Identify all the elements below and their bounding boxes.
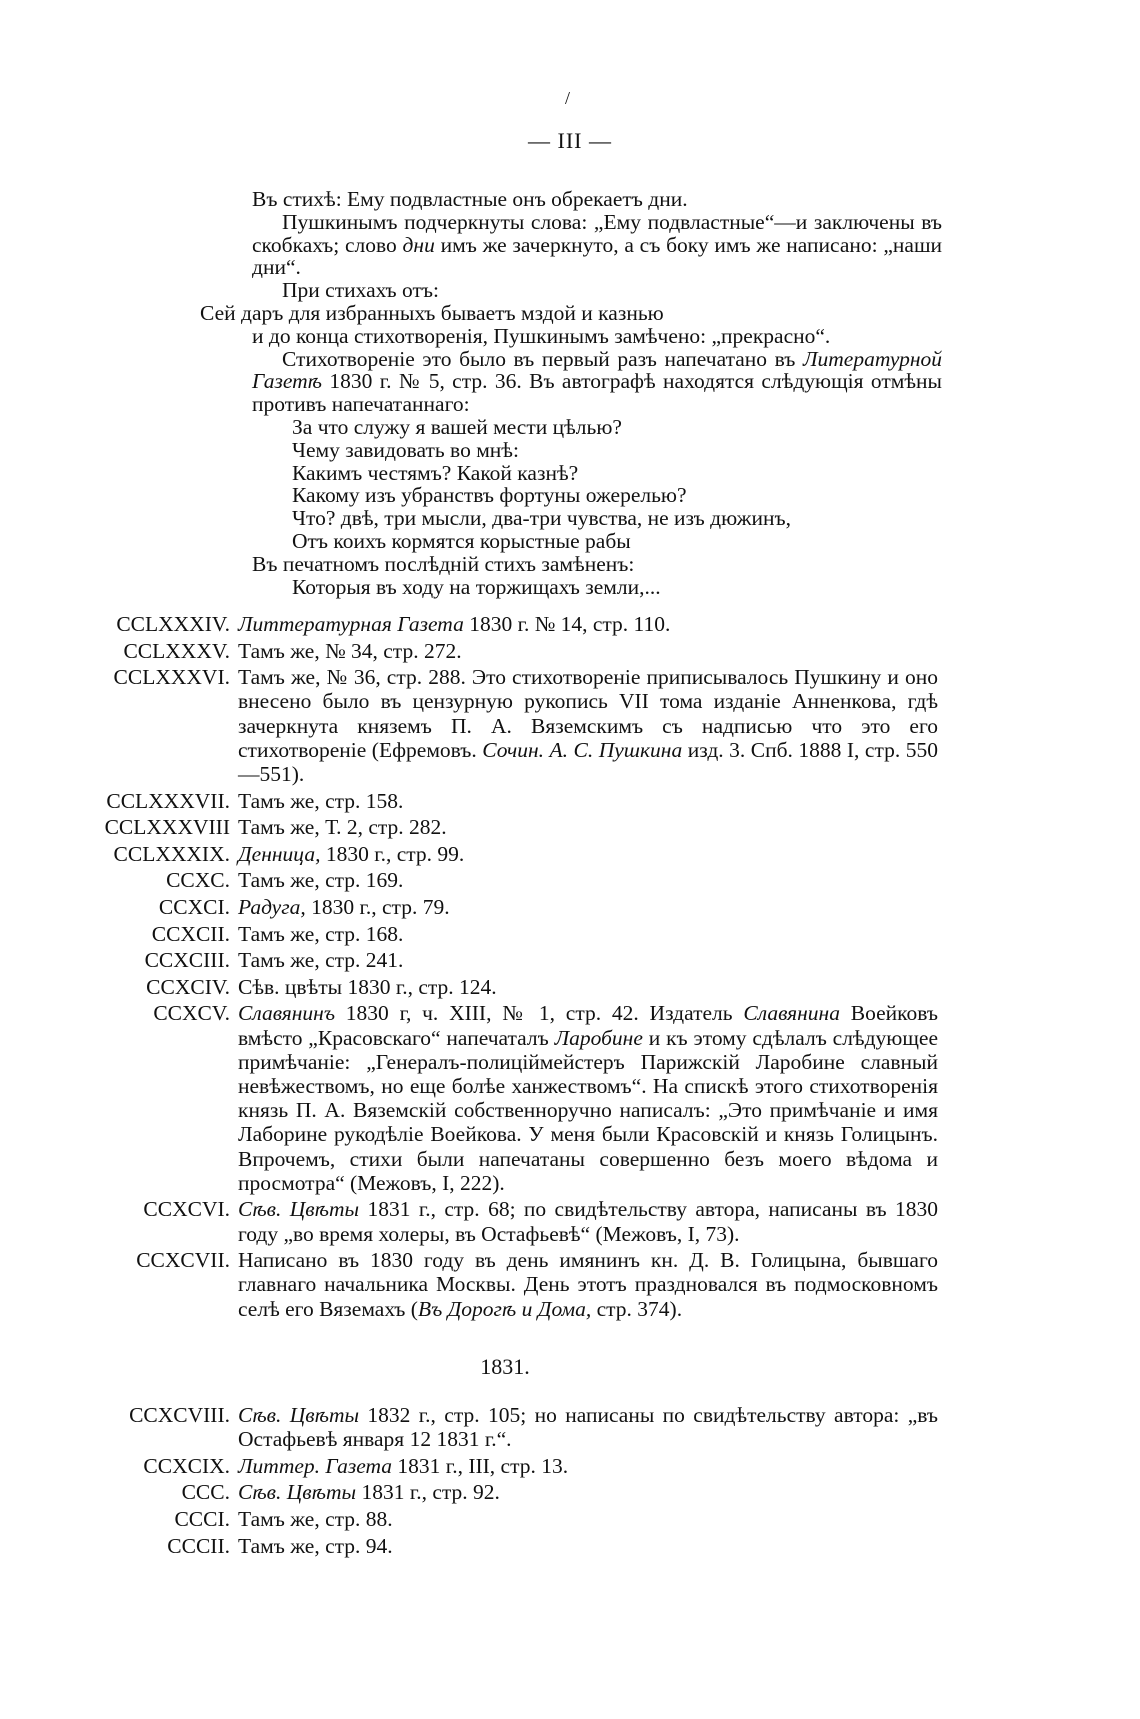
- entry: [30, 639, 950, 663]
- entry-number: CCLXXXIV.: [116, 612, 230, 636]
- entry: [30, 665, 950, 786]
- entries-block: [30, 612, 950, 1560]
- entry-text: Тамъ же, стр. 94.: [238, 1533, 393, 1558]
- entry-text: Тамъ же, стр. 158.: [238, 788, 404, 813]
- entry-number: CCCII.: [167, 1533, 230, 1558]
- entry-number: CCXCVI.: [143, 1197, 230, 1222]
- notes-block: [200, 187, 942, 599]
- page-number: — III —: [528, 128, 612, 153]
- entry-number: CCXCII.: [151, 921, 230, 946]
- verse-line: Отъ коихъ кормятся корыстные рабы: [292, 528, 631, 553]
- entry: [30, 815, 950, 839]
- verse-line: Какому изъ убранствъ фортуны ожерелью?: [292, 483, 687, 508]
- entry-text: Сѣв. Цвѣты 1831 г., стр. 92.: [238, 1480, 500, 1505]
- entry-text: Тамъ же, стр. 168.: [238, 921, 404, 946]
- entry-number: CCLXXXVI.: [113, 665, 230, 690]
- entry-number: CCCI.: [174, 1506, 230, 1531]
- verse-line: Какимъ честямъ? Какой казнѣ?: [292, 460, 579, 485]
- verse-line: Которыя въ ходу на торжищахъ земли,...: [292, 574, 661, 599]
- entry: [30, 895, 950, 919]
- entry: [30, 612, 950, 636]
- entry: [30, 789, 950, 813]
- entry-number: CCXC.: [166, 868, 230, 893]
- entry: [30, 1534, 950, 1558]
- entry-text: Тамъ же, № 36, стр. 288. Это стихотвореніе приписывалось Пушкину и оно внесено было въ цензурную рукопись VII тома изданіе Анненкова, гдѣ зачеркнута княземъ П. А. Вяземскимъ съ надписью что это его стихотвореніе (Ефремовъ. Сочин. А. С. Пушкина изд. 3. Спб. 1888 I, стр. 550—551).: [238, 665, 938, 786]
- entry-number: CCC.: [181, 1480, 230, 1505]
- entry-number: CCXCIX.: [143, 1453, 230, 1478]
- stray-mark: /: [565, 88, 571, 108]
- entry-text: Сѣв. цвѣты 1830 г., стр. 124.: [238, 974, 497, 999]
- entry: [30, 842, 950, 866]
- entry-text: Тамъ же, Т. 2, стр. 282.: [238, 815, 447, 840]
- entry: [30, 922, 950, 946]
- year-heading: 1831.: [480, 1353, 530, 1379]
- entry-number: CCLXXXV.: [123, 638, 230, 663]
- verse-line: За что служу я вашей мести цѣлью?: [292, 414, 622, 439]
- entry-number: CCXCI.: [158, 894, 230, 919]
- verse-line: Что? двѣ, три мысли, два-три чувства, не изъ дюжинъ,: [292, 506, 791, 531]
- entry-number: CCXCIV.: [146, 974, 230, 999]
- entry: [30, 948, 950, 972]
- entry-text: Денница, 1830 г., стр. 99.: [238, 841, 465, 866]
- entry-text: Литтературная Газета 1830 г. № 14, стр. 110.: [238, 612, 671, 636]
- entry-number: CCLXXXVIII: [104, 815, 230, 840]
- quoted-verse: Сей даръ для избранныхъ бываетъ мздой и казнью: [200, 300, 664, 325]
- entry-number: CCXCIII.: [144, 948, 230, 973]
- entry-text: Тамъ же, стр. 241.: [238, 948, 404, 973]
- entry: [30, 1001, 950, 1195]
- note-paragraph: Пушкинымъ подчеркнуты слова: „Ему подвластные“—и заключены въ скобкахъ; слово дни имъ же зачеркнуто, а съ боку имъ же написано: „наши дни“.: [252, 209, 942, 280]
- entry-number: CCXCV.: [153, 1001, 230, 1026]
- verse-line: Чему завидовать во мнѣ:: [292, 437, 519, 462]
- entry-text: Литтер. Газета 1831 г., III, стр. 13.: [238, 1453, 569, 1478]
- entry-text: Сѣв. Цвѣты 1831 г., стр. 68; по свидѣтельству автора, написаны въ 1830 году „во время холеры, въ Остафьевѣ“ (Межовъ, I, 73).: [238, 1197, 938, 1246]
- entry: [30, 1248, 950, 1321]
- entry-number: CCLXXXVII.: [106, 788, 230, 813]
- entry-number: CCXCVII.: [136, 1248, 230, 1273]
- note-line: и до конца стихотворенія, Пушкинымъ замѣчено: „прекрасно“.: [252, 323, 831, 348]
- entry: [30, 868, 950, 892]
- entry-number: CCLXXXIX.: [113, 841, 230, 866]
- entry-text: Славянинъ 1830 г, ч. XIII, № 1, стр. 42. Издатель Славянина Воейковъ вмѣсто „Красовскаго“ напечаталъ Ларобине и къ этому сдѣлалъ слѣдующее примѣчаніе: „Генералъ-полиціймейстеръ Парижскій Ларобине славный невѣжествомъ, но еще болѣе ханжествомъ“. На спискѣ этого стихотворенія князь П. А. Вяземскій собственноручно написалъ: „Это примѣчаніе и имя Лаборине рукодѣліе Воейкова. У меня были Красовскій и князь Голицынъ. Впрочемъ, стихи были напечатаны совершенно безъ моего вѣдома и просмотра“ (Межовъ, I, 222).: [238, 1001, 938, 1195]
- entry: [30, 1507, 950, 1531]
- entry-number: CCXCVIII.: [129, 1402, 230, 1427]
- entry: [30, 1454, 950, 1478]
- entry-text: Написано въ 1830 году въ день имянинъ кн. Д. В. Голицына, бывшаго главнаго начальника Москвы. День этотъ праздновался въ подмосковномъ селѣ его Вяземахъ (Въ Дорогѣ и Дома, стр. 374).: [238, 1248, 938, 1321]
- entry: [30, 1480, 950, 1504]
- entry-text: Тамъ же, стр. 169.: [238, 868, 404, 893]
- note-line: При стихахъ отъ:: [282, 278, 439, 303]
- entry-text: Сѣв. Цвѣты 1832 г., стр. 105; но написаны по свидѣтельству автора: „въ Остафьевѣ января 12 1831 г.“.: [238, 1402, 938, 1452]
- note-line: Въ печатномъ послѣдній стихъ замѣненъ:: [252, 551, 635, 576]
- note-line: Въ стихѣ: Ему подвластные онъ обрекаетъ дни.: [252, 187, 688, 211]
- entry: [30, 1403, 950, 1451]
- entry: [30, 1197, 950, 1245]
- note-paragraph: Стихотвореніе это было въ первый разъ напечатано въ Литературной Газетѣ 1830 г. № 5, стр. 36. Въ автографѣ находятся слѣдующія отмѣны противъ напечатаннаго:: [252, 346, 942, 417]
- entry: [30, 975, 950, 999]
- entry-text: Тамъ же, № 34, стр. 272.: [238, 638, 462, 663]
- entry-text: Тамъ же, стр. 88.: [238, 1506, 393, 1531]
- entry-text: Радуга, 1830 г., стр. 79.: [238, 894, 450, 919]
